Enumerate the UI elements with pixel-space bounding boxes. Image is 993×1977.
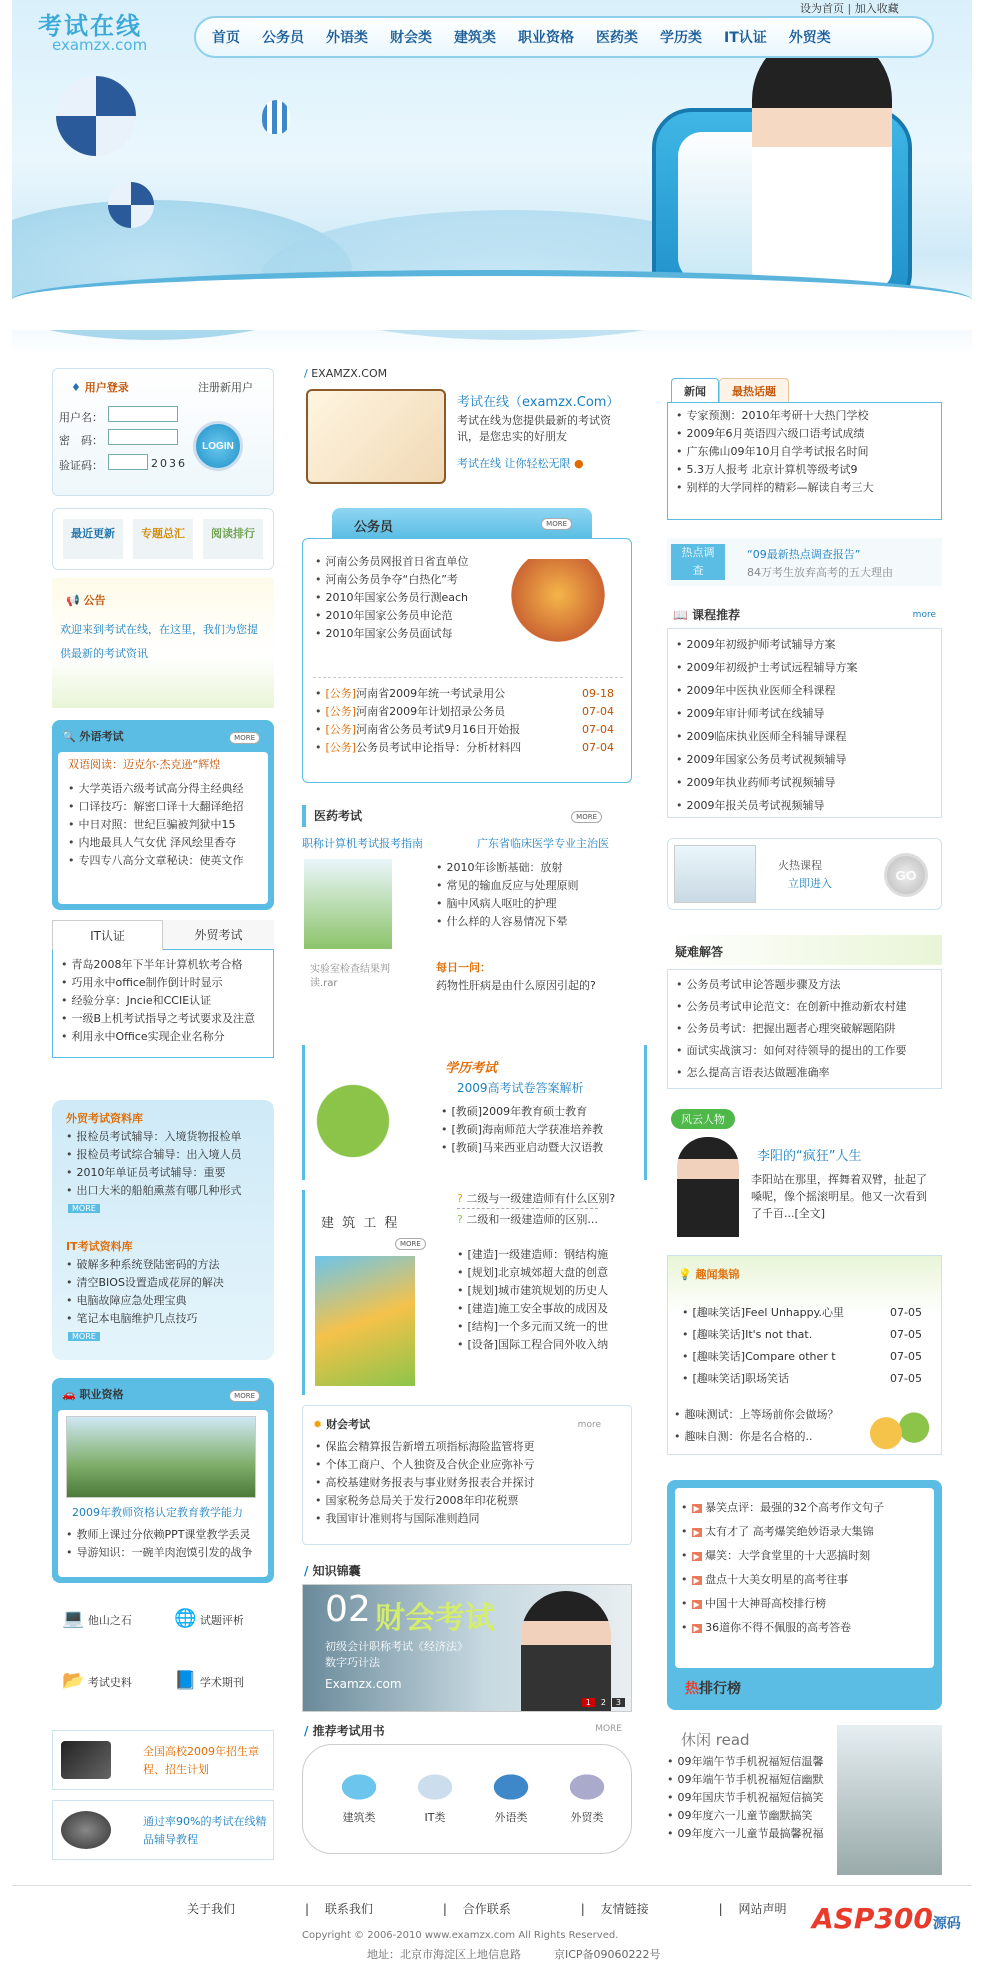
person-photo [677,1137,739,1237]
medical-box [302,795,632,1015]
rank-box [667,1480,942,1710]
books-more[interactable]: MORE [595,1724,622,1734]
list-item[interactable]: • 高校基建财务报表与事业财务报表合并探讨 [315,1474,625,1492]
megaphone-icon: 📢 [66,594,80,607]
foreign-list [58,776,268,874]
hot-course-title: 火热课程 [778,859,822,872]
it-resource-title: IT考试资料库 [66,1240,133,1253]
career-box [52,1378,274,1583]
fun-box [667,1255,942,1455]
banner-site: Examzx.com [325,1677,402,1691]
hospital-illustration [304,859,392,949]
nav-career[interactable]: 职业资格 [518,30,574,46]
civil-box [302,508,632,783]
main-nav [194,16,934,58]
people-box [667,1105,942,1245]
rank-title: 热排行榜 [685,1681,741,1697]
career-title: 职业资格 [79,1388,124,1401]
list-item[interactable]: • [公务]公务员考试申论指导：分析材料四 07-04 [315,739,620,757]
course-box [667,600,942,820]
banner-subtitle: 初级会计职称考试《经济法》数字巧计法 [325,1640,463,1669]
people-fulltext-link[interactable]: [全文] [794,1207,826,1220]
trade-resource-list [66,1128,266,1200]
list-item[interactable]: • 导游知识：一碗羊肉泡馍引发的战争 [66,1544,266,1562]
building-title: 建 筑 工 程 [321,1216,400,1231]
fun-list [682,1302,922,1390]
people-label: 风云人物 [671,1109,735,1129]
list-item[interactable]: • 2009年报关员考试视频辅导 [676,794,933,817]
list-item[interactable]: • 公务员考试申论范文：在创新中推动新农村建 [676,996,933,1018]
course-title: 📖 课程推荐 [673,608,741,622]
building-more[interactable]: MORE [395,1238,426,1250]
foreign-highlight[interactable]: 双语阅读：迈克尔·杰克逊“辉煌 [68,758,221,771]
people-title[interactable]: 李阳的“疯狂”人生 [757,1149,862,1164]
laptop-icon [61,1741,111,1779]
leisure-title: 休闲 read [681,1731,750,1749]
nav-finance[interactable]: 财会类 [390,30,432,46]
list-item[interactable]: • 一级B上机考试指导之考试要求及注意 [61,1010,265,1028]
civil-header [332,508,592,538]
list-item[interactable]: • 报检员考试综合辅导：出入境人员 [66,1146,266,1164]
list-item[interactable]: • [趣味笑话]Compare other t 07-05 [682,1346,922,1368]
link-exam-review[interactable]: 🌐 试题评析 [174,1608,244,1629]
list-item[interactable]: • 河南公务员网报首日省直单位 [315,553,495,571]
footer-links: 关于我们 | 联系我们 | 合作联系 | 友情链接 | 网站声明 [187,1902,787,1916]
list-item[interactable]: • 2010年诊断基础：放射 [436,859,626,877]
username-label: 用户名： [59,411,103,424]
notice-title: 公告 [83,594,106,607]
list-item[interactable]: • 09年端午节手机祝福短信幽默 [667,1771,847,1789]
list-item[interactable]: • 个体工商户、个人独资及合伙企业应弥补亏 [315,1456,625,1474]
captcha-input[interactable] [108,454,148,470]
list-item[interactable]: • [结构]一个多元而又统一的世 [457,1318,647,1336]
list-item[interactable]: • 出口大米的船舶熏蒸有哪几种形式 [66,1182,266,1200]
footer-copyright: Copyright © 2006-2010 www.examzx.com All Rights Reserved. [302,1930,619,1941]
books-box [302,1722,632,1862]
list-item[interactable]: • [建造]施工安全事故的成因及 [457,1300,647,1318]
list-item[interactable]: • 09年国庆节手机祝福短信搞笑 [667,1789,847,1807]
course-list [667,628,942,818]
list-item[interactable]: • [教硕]2009年教育硕士教育 [441,1103,641,1121]
candy-illustration [865,1394,935,1450]
list-item[interactable]: • [公务]河南省2009年计划招录公务员 07-04 [315,703,620,721]
medical-caption[interactable]: 实验室检查结果判读.rar [310,964,390,989]
captcha-label: 验证码： [59,459,103,472]
ad-tutorial-text: 通过率90%的考试在线精品辅导教程 [143,1815,267,1846]
list-item[interactable]: • 巧用永中office制作倒计时显示 [61,974,265,992]
list-item[interactable]: • 别样的大学同样的精彩—解读自考三大 [676,479,933,497]
list-item[interactable]: • 清空BIOS设置造成花屏的解决 [66,1274,266,1292]
banner-title: 财会考试 [375,1601,495,1636]
leisure-box [667,1725,942,1875]
decor-wave [12,270,972,330]
list-item[interactable]: • 怎么提高言语表达做题准确率 [676,1062,933,1084]
set-homepage-link[interactable]: 设为首页 [800,2,844,15]
list-item[interactable]: • 报检员考试辅导：入境货物报检单 [66,1128,266,1146]
intro-box [302,365,632,493]
list-item[interactable]: • 2009年国家公务员考试视频辅导 [676,748,933,771]
hot-survey-title[interactable]: “09最新热点调查报告” [747,548,861,561]
list-item[interactable]: • 2010年国家公务员申论范 [315,607,495,625]
password-label: 密 码： [59,434,103,447]
computer-icon: 💻 [62,1608,85,1629]
fire-icon: 热 [685,1681,699,1697]
question-icon: ? [457,1192,463,1205]
list-item[interactable]: • 笔记本电脑维护几点技巧 [66,1310,266,1328]
trade-resource-more[interactable]: MORE [68,1204,100,1213]
knowledge-box [302,1562,632,1717]
logo[interactable]: 考试在线 [38,12,142,40]
list-item[interactable]: • 09年端午节手机祝福短信温馨 [667,1753,847,1771]
link-other-stones[interactable]: 💻 他山之石 [62,1608,132,1629]
news-list [667,402,942,520]
resource-box [52,1100,274,1360]
gold-ingot-illustration [503,559,613,649]
pin-icon: ♦ [71,381,81,394]
header [12,0,972,355]
list-item[interactable]: • 内地最具人气女优 泽风绘里香夺 [68,834,258,852]
banner-page-2[interactable]: 2 [597,1698,610,1707]
intro-title: 考试在线（examzx.Com） [457,395,620,410]
search-icon: 🔍 [62,730,76,743]
it-resource-list [66,1256,266,1328]
quick-ranking[interactable]: 阅读排行 [203,519,263,559]
intro-desc: 考试在线为您提供最新的考试资讯，是您忠实的好朋友 [457,414,611,443]
nav-building[interactable]: 建筑类 [454,30,496,46]
list-item[interactable]: • 公务员考试申论答题步骤及方法 [676,974,933,996]
tab-hot-topics[interactable]: 最热话题 [719,378,789,403]
hot-survey-sub[interactable]: 84万考生放弃高考的五大理由 [747,566,893,579]
medical-more[interactable]: MORE [571,811,602,823]
list-item[interactable]: • [设备]国际工程合同外收入纳 [457,1336,647,1354]
student-illustration [752,30,892,290]
list-item[interactable]: • 广东佛山09年10月自学考试报名时间 [676,443,933,461]
finance-list [315,1438,625,1528]
list-item[interactable]: • [教硕]海南师范大学获准培养教 [441,1121,641,1139]
link-journal[interactable]: 📘 学术期刊 [174,1670,244,1691]
list-item[interactable]: • [趣味笑话]职场笑话 07-05 [682,1368,922,1390]
medical-list [436,859,626,931]
hot-course-box [667,838,942,910]
foreign-box [52,720,274,910]
rank-icon: ▶ [693,1504,700,1513]
daily-question-title: 每日一问： [436,961,491,974]
daily-question-text[interactable]: 药物性肝病是由什么原因引起的? [436,979,596,992]
intro-label: / EXAMZX.COM [304,367,388,380]
list-item[interactable]: • 专四专八高分文章秘诀：使英文作 [68,852,258,870]
list-item[interactable]: • 公务员考试：把握出题者心理突破解题陷阱 [676,1018,933,1040]
list-item[interactable]: • 2009临床执业医师全科辅导课程 [676,725,933,748]
book-icon: 📘 [174,1670,197,1691]
link-exam-history[interactable]: 📂 考试史料 [62,1670,132,1691]
list-item[interactable]: • 国家税务总局关于发行2008年印花税票 [315,1492,625,1510]
list-item[interactable]: • 2009年初级护士考试远程辅导方案 [676,656,933,679]
nav-foreign[interactable]: 外语类 [326,30,368,46]
classroom-photo [674,845,756,903]
footer-address: 地址：北京市海淀区上地信息路 京ICP备09060222号 [367,1948,661,1961]
pavilion-photo[interactable] [66,1416,256,1498]
list-item[interactable]: • 2009年6月英语四六级口语考试成绩 [676,425,933,443]
book-category-foreign[interactable]: 外语类 [481,1765,541,1825]
list-item[interactable]: • ▶ 爆笑：大学食堂里的十大恶搞时刻 [681,1544,931,1568]
ad-tutorial[interactable] [52,1800,274,1860]
notebook-illustration [306,389,446,484]
banner-number: 02 [325,1589,371,1630]
list-item[interactable]: • 2009年执业药师考试视频辅导 [676,771,933,794]
list-item[interactable]: • [公务]河南省公务员考试9月16日开始报 07-04 [315,721,620,739]
globe-illustration [313,1055,413,1165]
knowledge-title: / 知识锦囊 [304,1564,361,1578]
balloon-icon [262,100,290,134]
list-item[interactable]: • [趣味笑话]It's not that. 07-05 [682,1324,922,1346]
presenter-photo [521,1591,611,1711]
it-trade-box [52,920,274,1060]
list-item[interactable]: • 电脑故障应急处理宝典 [66,1292,266,1310]
fun-extra-list [674,1404,874,1448]
sun-icon: ✹ [313,1418,323,1431]
civil-more[interactable]: MORE [541,518,572,530]
tab-it[interactable]: IT认证 [52,920,163,950]
building-qa2[interactable]: ? 二级和一级建造师的区别... [457,1208,598,1227]
banner-page-3[interactable]: 3 [612,1698,625,1707]
rank-icon: ▶ [693,1528,700,1537]
list-item[interactable]: • 利用永中Office实现企业名称分 [61,1028,265,1046]
degree-box [302,1045,647,1180]
finance-box [302,1405,632,1545]
tab-news[interactable]: 新闻 [671,378,719,403]
list-item[interactable]: • ▶ 盘点十大美女明星的高考往事 [681,1568,931,1592]
footer-cooperation[interactable]: 合作联系 [462,1902,511,1916]
list-item[interactable]: • 2009年审计师考试在线辅导 [676,702,933,725]
list-item[interactable]: • 常见的输血反应与处理原则 [436,877,626,895]
quick-topics[interactable]: 专题总汇 [133,519,193,559]
degree-subtitle[interactable]: 2009高考试卷答案解析 [457,1081,584,1095]
list-item[interactable]: • 教师上课过分依赖PPT课堂教学丢灵 [66,1526,266,1544]
list-item[interactable]: • 专家预测：2010年考研十大热门学校 [676,407,933,425]
banner-page-1[interactable]: 1 [582,1698,595,1707]
list-item[interactable]: • ▶ 暴笑点评：最强的32个高考作文句子 [681,1496,931,1520]
arrow-icon: ● [574,457,584,470]
list-item[interactable]: • 09年度六一儿童节最搞馨祝福 [667,1825,847,1843]
lightbulb-icon: 💡 [678,1268,692,1281]
rank-icon: ▶ [693,1624,700,1633]
list-item[interactable]: • 2010年国家公务员面试每 [315,625,495,643]
knowledge-banner[interactable] [302,1584,632,1712]
degree-list [441,1103,641,1157]
pinwheel-icon [56,76,136,156]
list-item[interactable]: • 保监会精算报告新增五项指标海险监管将更 [315,1438,625,1456]
career-more[interactable]: MORE [229,1390,260,1402]
career-list [66,1526,266,1562]
ad-admission-text: 全国高校2009年招生章程、招生计划 [143,1745,259,1776]
building-qa1[interactable]: ? 二级与一级建造师有什么区别? [457,1192,616,1205]
rank-icon: ▶ [693,1600,700,1609]
book-open-icon: 📖 [673,608,688,622]
nav-medical[interactable]: 医药类 [596,30,638,46]
finance-title: 财会考试 [326,1418,371,1431]
question-icon: ? [457,1213,463,1226]
building-list [457,1246,647,1354]
list-item[interactable]: • 河南公务员争夺“白热化”考 [315,571,495,589]
medical-link1[interactable]: 职称计算机考试报考指南 [302,837,423,850]
book-category-building[interactable]: 建筑类 [329,1765,389,1825]
list-item[interactable]: • [公务]河南省2009年统一考试录用公 09-18 [315,685,620,703]
car-icon: 🚗 [62,1388,76,1401]
landmark-illustration [837,1725,942,1875]
list-item[interactable]: • 大学英语六级考试高分得主经典经 [68,780,258,798]
building-illustration [315,1256,415,1386]
captcha-image: 2036 [151,457,187,470]
list-item[interactable]: • ▶ 太有才了 高考爆笑绝妙语录大集锦 [681,1520,931,1544]
medical-title: 医药考试 [314,809,363,823]
leisure-list [667,1753,847,1843]
civil-list [315,685,620,757]
footer-statement[interactable]: 网站声明 [738,1902,787,1916]
rank-list [681,1496,931,1640]
list-item[interactable]: • 2009年中医执业医师全科课程 [676,679,933,702]
newspaper-icon [557,1765,617,1809]
fun-title: 💡 趣闻集锦 [678,1268,740,1281]
list-item[interactable]: • 中日对照：世纪巨骗被判狱中15 [68,816,258,834]
headphone-icon [481,1765,541,1809]
career-caption[interactable]: 2009年教师资格认定教育教学能力 [72,1506,243,1519]
add-favorite-link[interactable]: 加入收藏 [854,2,899,15]
list-item[interactable]: • [建造]一级建造师：钢结构施 [457,1246,647,1264]
nav-trade[interactable]: 外贸类 [788,30,831,46]
list-item[interactable]: • 口译技巧：解密口译十大翻译绝招 [68,798,258,816]
building-icon [329,1765,389,1809]
list-item[interactable]: • ▶ 36道你不得不佩服的高考答卷 [681,1616,931,1640]
civil-top-list [315,553,495,643]
list-item[interactable]: • 趣味测试：上等场前你会做场？ [674,1404,874,1426]
top-links: 设为首页 | 加入收藏 [800,2,899,15]
notice-text: 欢迎来到考试在线，在这里，我们为您提供最新的考试资讯 [60,623,258,660]
list-item[interactable]: • [趣味笑话]Feel Unhappy.心里 07-05 [682,1302,922,1324]
nav-degree[interactable]: 学历类 [660,30,702,46]
rank-icon: ▶ [693,1576,700,1585]
degree-title: 学历考试 [445,1061,498,1076]
folder-icon: 📂 [62,1670,85,1691]
notice-box [52,578,274,708]
quick-links [52,508,274,570]
banner-pager [582,1698,625,1707]
list-item[interactable]: • 破解多种系统登陆密码的方法 [66,1256,266,1274]
finance-more[interactable]: more [577,1420,601,1430]
list-item[interactable]: • 面试实战演习：如何对待领导的提出的工作要 [676,1040,933,1062]
building-box [302,1190,647,1395]
trade-resource-title: 外贸考试资料库 [66,1112,143,1125]
watermark-logo: ASP300源码 [812,1902,961,1935]
password-input[interactable] [108,429,178,445]
list-item[interactable]: • [规划]北京城郊超大盘的创意 [457,1264,647,1282]
qa-title: 疑难解答 [675,945,724,959]
pinwheel-icon [108,182,154,228]
hot-survey-box [667,538,942,586]
quick-latest[interactable]: 最近更新 [63,519,123,559]
qa-box [667,935,942,1095]
page [12,0,972,1977]
tab-trade[interactable]: 外贸考试 [163,920,274,950]
login-button[interactable]: LOGIN [193,421,243,471]
it-icon [405,1765,465,1809]
footer-contact[interactable]: 联系我们 [324,1902,373,1916]
foreign-title: 外语考试 [79,730,124,743]
civil-title: 公务员 [354,520,394,535]
list-item[interactable]: • [规划]城市建筑规划的历史人 [457,1282,647,1300]
login-title: 用户登录 [84,381,129,394]
ad-admission[interactable] [52,1730,274,1790]
qa-list [667,969,942,1089]
list-item[interactable]: • 2010年单证员考试辅导：重要 [66,1164,266,1182]
list-item[interactable]: • 脑中风病人呕吐的护理 [436,895,626,913]
logo-en: examzx.com [52,36,148,54]
list-item[interactable]: • 2010年国家公务员行测each [315,589,495,607]
list-item[interactable]: • 2009年初级护师考试辅导方案 [676,633,933,656]
list-item[interactable]: • 趣味自测：你是名合格的.. [674,1426,874,1448]
rank-icon: ▶ [693,1552,700,1561]
hot-survey-label: 热点调查 [671,544,725,580]
nav-civil[interactable]: 公务员 [262,30,304,46]
list-item[interactable]: • 09年度六一儿童节幽默搞笑 [667,1807,847,1825]
go-button[interactable]: GO [884,853,928,897]
people-text: 李阳站在那里，挥舞着双臂，扯起了嗓呢，像个摇滚明星。他又一次看到了千百...[全文] [751,1173,927,1220]
nav-it[interactable]: IT认证 [724,30,767,46]
it-resource-more[interactable]: MORE [68,1332,100,1341]
list-item[interactable]: • 5.3万人报考 北京计算机等级考试9 [676,461,933,479]
book-category-trade[interactable]: 外贸类 [557,1765,617,1825]
list-item[interactable]: • 经验分享：Jncie和CCIE认证 [61,992,265,1010]
course-more[interactable]: more [912,610,936,620]
footer-friend-links[interactable]: 友情链接 [600,1902,649,1916]
links4-box [52,1600,274,1720]
footer-about[interactable]: 关于我们 [187,1902,236,1916]
globe-icon: 🌐 [174,1608,197,1629]
book-category-it[interactable]: IT类 [405,1765,465,1825]
list-item[interactable]: • [教硕]马来西亚启动暨大汉语教 [441,1139,641,1157]
hot-course-link[interactable]: 立即进入 [788,877,832,890]
login-box [52,368,274,496]
intro-slogan[interactable]: 考试在线 让你轻松无限 ● [457,457,584,470]
it-list [52,950,274,1058]
list-item[interactable]: • 青岛2008年下半年计算机软考合格 [61,956,265,974]
nav-home[interactable]: 首页 [212,30,240,46]
list-item[interactable]: • 我国审计准则将与国际准则趋同 [315,1510,625,1528]
list-item[interactable]: • ▶ 中国十大神哥高校排行榜 [681,1592,931,1616]
foreign-more[interactable]: MORE [229,732,260,744]
books-title: / 推荐考试用书 [304,1724,385,1738]
list-item[interactable]: • 什么样的人容易情况下晕 [436,913,626,931]
register-link[interactable]: 注册新用户 [198,381,253,394]
username-input[interactable] [108,406,178,422]
coffee-icon [61,1811,111,1849]
news-box [667,378,942,523]
medical-link2[interactable]: 广东省临床医学专业主治医 [477,837,609,850]
